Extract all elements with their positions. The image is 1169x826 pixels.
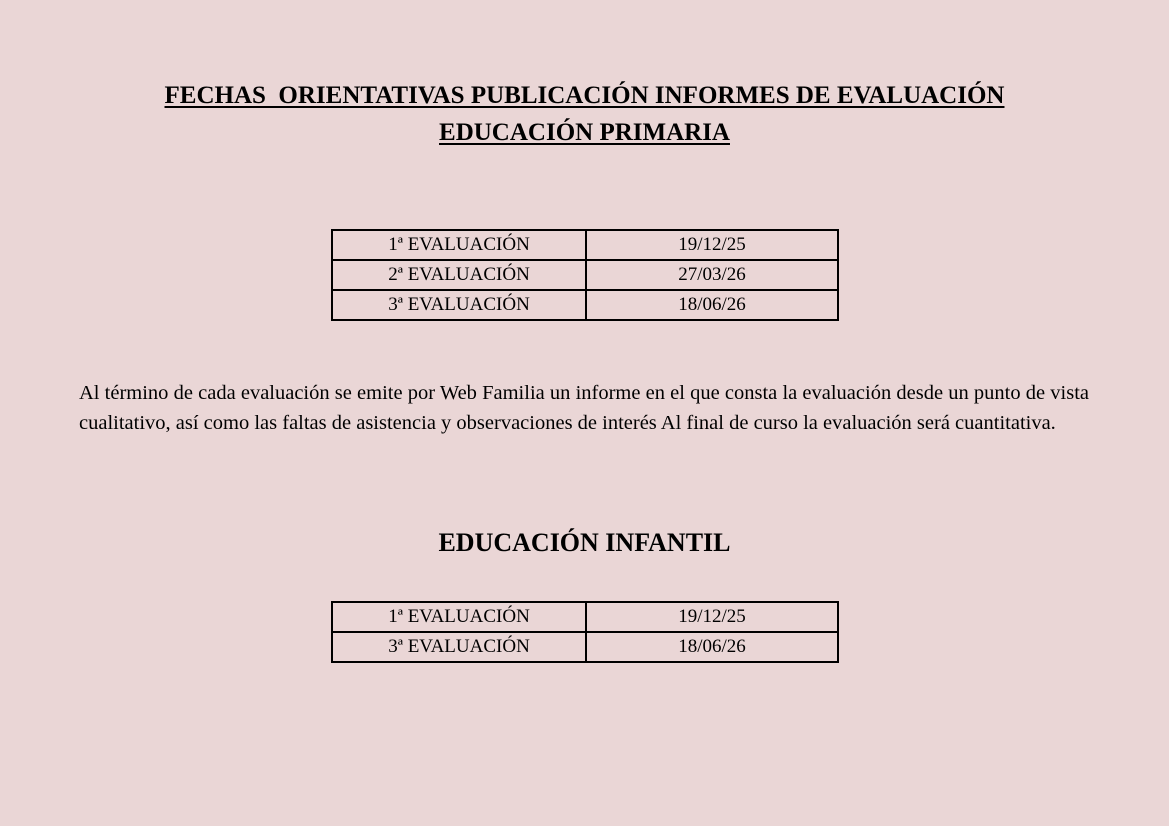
evaluation-label: 1ª EVALUACIÓN bbox=[332, 230, 586, 260]
table-row bbox=[332, 230, 838, 260]
table-row bbox=[332, 632, 838, 662]
evaluation-label: 3ª EVALUACIÓN bbox=[332, 290, 586, 320]
page-title: FECHAS ORIENTATIVAS PUBLICACIÓN INFORMES DE EVALUACIÓN bbox=[164, 82, 1005, 109]
table-row bbox=[332, 602, 838, 632]
evaluation-date: 18/06/26 bbox=[586, 290, 838, 320]
table-row bbox=[332, 260, 838, 290]
primaria-dates-table bbox=[331, 229, 839, 321]
evaluation-label: 1ª EVALUACIÓN bbox=[332, 602, 586, 632]
evaluation-date: 27/03/26 bbox=[586, 260, 838, 290]
evaluation-date: 18/06/26 bbox=[586, 632, 838, 662]
evaluation-description: Al término de cada evaluación se emite por Web Familia un informe en el que consta la evaluación desde un punto de vista cualitativo, así como las faltas de asistencia y observaciones de interés Al final de curso la evaluación será cuantitativa. bbox=[79, 382, 1089, 434]
evaluation-label: 3ª EVALUACIÓN bbox=[332, 632, 586, 662]
page-subtitle-primaria: EDUCACIÓN PRIMARIA bbox=[439, 119, 730, 146]
infantil-dates-table bbox=[331, 601, 839, 663]
section-heading-infantil: EDUCACIÓN INFANTIL bbox=[438, 528, 731, 557]
table-row bbox=[332, 290, 838, 320]
evaluation-label: 2ª EVALUACIÓN bbox=[332, 260, 586, 290]
evaluation-date: 19/12/25 bbox=[586, 230, 838, 260]
evaluation-date: 19/12/25 bbox=[586, 602, 838, 632]
